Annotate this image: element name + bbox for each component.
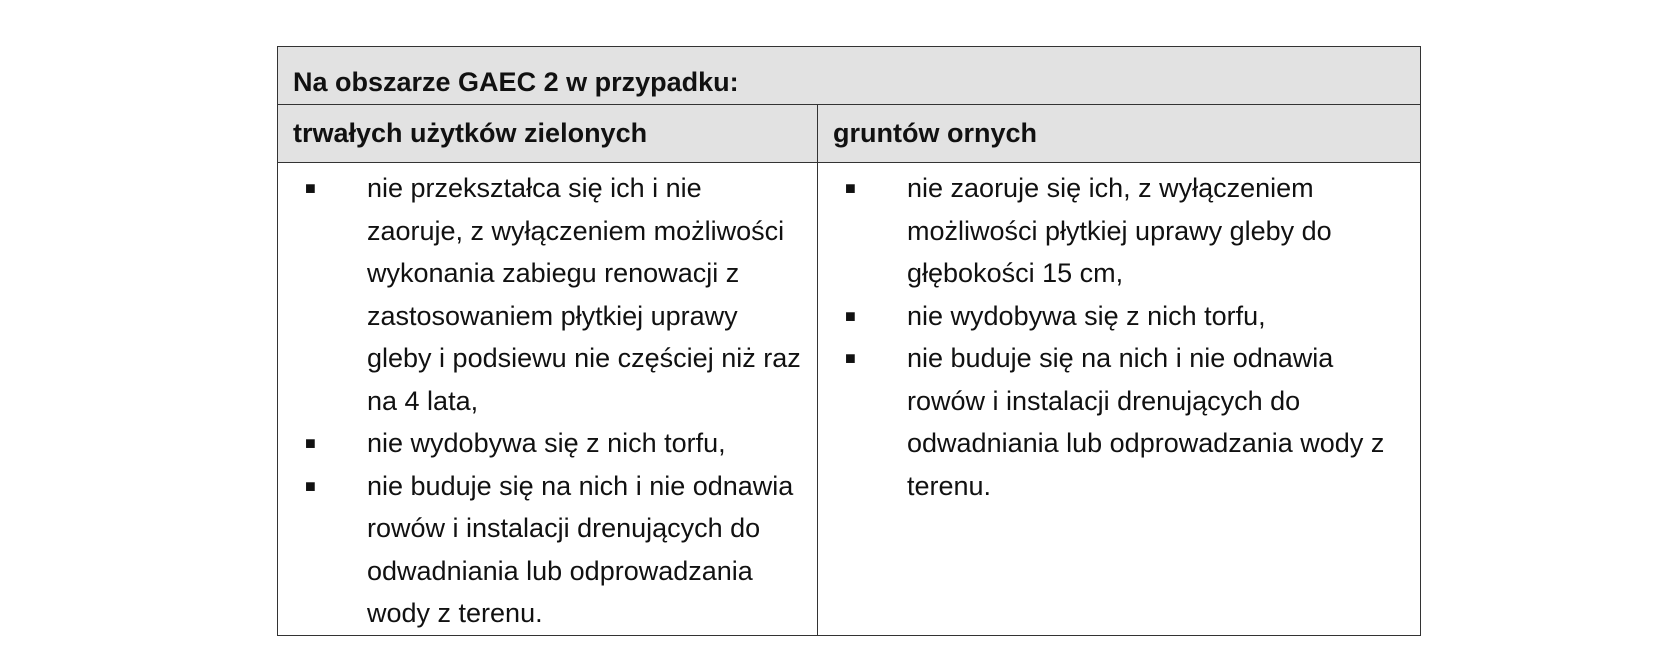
table-title: Na obszarze GAEC 2 w przypadku: (278, 47, 1421, 105)
list-item (293, 465, 802, 635)
square-bullet-icon: ■ (305, 433, 316, 453)
title-row (278, 47, 1421, 105)
list-item (293, 167, 802, 422)
arable-land-cell (818, 163, 1421, 636)
list-item-text: nie wydobywa się z nich torfu, (367, 428, 726, 458)
gaec-2-table (277, 46, 1421, 636)
permanent-grassland-cell (278, 163, 818, 636)
list-item (833, 295, 1405, 338)
list-item-text: nie buduje się na nich i nie odnawia rowów i instalacji drenujących do odwadniania lub odprowadzania wody z terenu. (907, 343, 1385, 501)
list-item (833, 337, 1405, 507)
body-row (278, 163, 1421, 636)
square-bullet-icon: ■ (305, 178, 316, 198)
column-header-permanent-grassland: trwałych użytków zielonych (278, 105, 818, 163)
permanent-grassland-list (293, 167, 802, 635)
square-bullet-icon: ■ (845, 305, 856, 326)
list-item (833, 167, 1405, 295)
list-item (293, 422, 802, 465)
list-item-text: nie buduje się na nich i nie odnawia rowów i instalacji drenujących do odwadniania lub odprowadzania wody z terenu. (367, 470, 794, 628)
arable-land-list (833, 167, 1405, 507)
square-bullet-icon: ■ (305, 475, 316, 496)
list-item-text: nie wydobywa się z nich torfu, (907, 300, 1266, 331)
column-header-arable-land: gruntów ornych (818, 105, 1421, 163)
square-bullet-icon: ■ (845, 348, 856, 368)
square-bullet-icon: ■ (845, 178, 856, 198)
header-row (278, 105, 1421, 163)
list-item-text: nie przekształca się ich i nie zaoruje, z wyłączeniem możliwości wykonania zabiegu renowacji z zastosowaniem płytkiej uprawy gleby i podsiewu nie częściej niż raz na 4 lata, (367, 173, 801, 416)
list-item-text: nie zaoruje się ich, z wyłączeniem możliwości płytkiej uprawy gleby do głębokości 15 cm, (907, 173, 1332, 288)
